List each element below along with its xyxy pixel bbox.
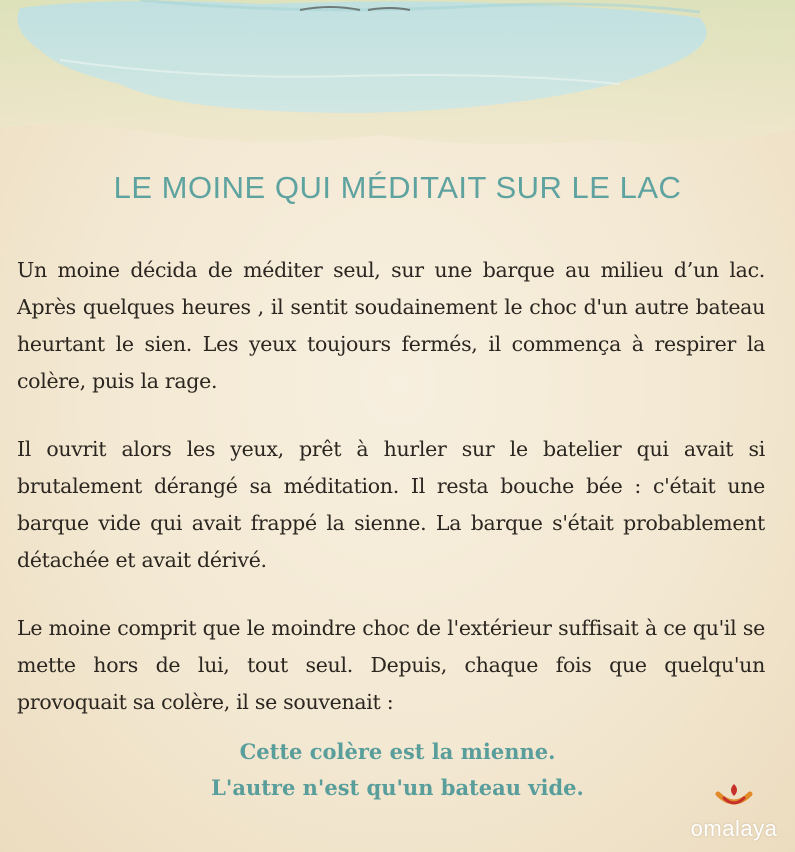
story-paragraph-1: Un moine décida de méditer seul, sur une barque au milieu d’un lac. Après quelques heures , il sentit soudainement le choc d'un autre bateau heurtant le sien. Les yeux toujours fermés, il commença à respirer la colère, puis la rage. [17, 258, 765, 393]
moral-line-2: L'autre n'est qu'un bateau vide. [211, 775, 584, 800]
omalaya-logo-text: omalaya [690, 816, 778, 841]
page-title: LE MOINE QUI MÉDITAIT SUR LE LAC [113, 170, 682, 205]
omalaya-logo-icon [710, 780, 758, 816]
watercolor-lake-illustration [0, 0, 795, 160]
story-text [17, 252, 765, 752]
moral-line-1: Cette colère est la mienne. [239, 739, 556, 764]
moral-quote [0, 734, 795, 806]
omalaya-logo [684, 780, 784, 848]
story-paragraph-2: Il ouvrit alors les yeux, prêt à hurler sur le batelier qui avait si brutalement dérangé sa méditation. Il resta bouche bée : c'était une barque vide qui avait frappé la sienne. La barque s'était probablement détachée et avait dérivé. [17, 437, 765, 572]
story-paragraph-3: Le moine comprit que le moindre choc de l'extérieur suffisait à ce qu'il se mette hors de lui, tout seul. Depuis, chaque fois que quelqu'un provoquait sa colère, il se souvenait : [17, 616, 765, 714]
